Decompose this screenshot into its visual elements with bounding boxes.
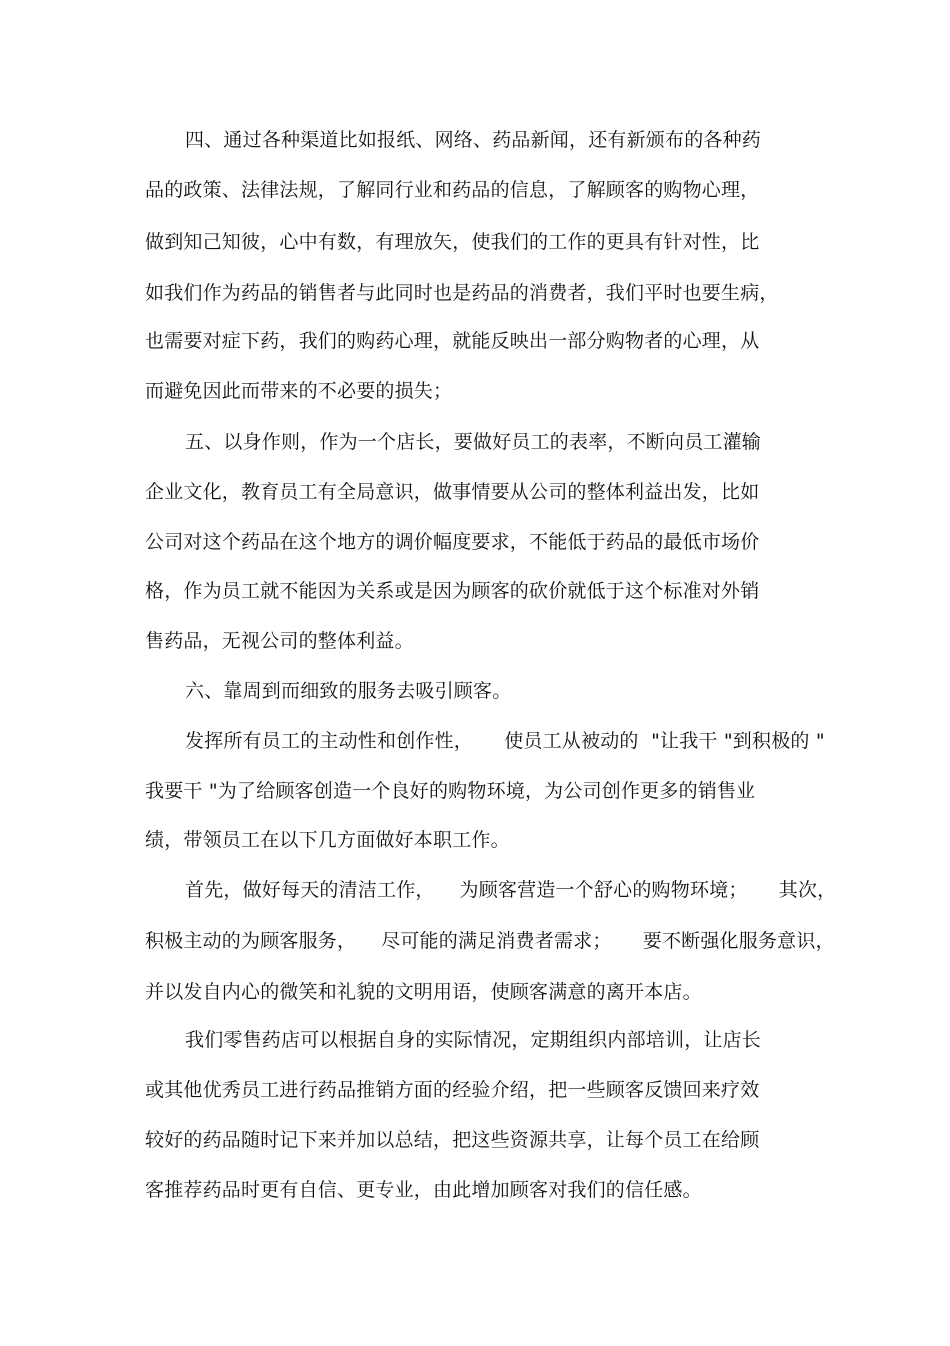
text-line: 如我们作为药品的销售者与此同时也是药品的消费者，我们平时也要生病， [145,282,779,304]
text-line: 积极主动的为顾客服务， 尽可能的满足消费者需求； 要不断强化服务意识， [145,930,835,952]
text-line: 发挥所有员工的主动性和创作性， 使员工从被动的 "让我干 "到积极的 " [185,730,825,752]
text-line: 企业文化，教育员工有全局意识，做事情要从公司的整体利益出发，比如 [145,481,760,503]
text-line: 五、以身作则，作为一个店长，要做好员工的表率，不断向员工灌输 [185,431,762,453]
text-line: 也需要对症下药，我们的购药心理，就能反映出一部分购物者的心理，从 [145,330,760,352]
text-line: 或其他优秀员工进行药品推销方面的经验介绍，把一些顾客反馈回来疗效 [145,1079,760,1101]
text-line: 首先，做好每天的清洁工作， 为顾客营造一个舒心的购物环境； 其次， [185,879,837,901]
text-line: 做到知己知彼，心中有数，有理放矢，使我们的工作的更具有针对性，比 [145,231,760,253]
text-line: 品的政策、法律法规，了解同行业和药品的信息，了解顾客的购物心理， [145,179,760,201]
text-line: 公司对这个药品在这个地方的调价幅度要求，不能低于药品的最低市场价 [145,531,760,553]
text-line: 客推荐药品时更有自信、更专业，由此增加顾客对我们的信任感。 [145,1179,702,1201]
text-line: 而避免因此而带来的不必要的损失； [145,380,453,402]
text-line: 格，作为员工就不能因为关系或是因为顾客的砍价就低于这个标准对外销 [145,580,760,602]
text-line: 我们零售药店可以根据自身的实际情况，定期组织内部培训，让店长 [185,1029,762,1051]
text-line: 并以发自内心的微笑和礼貌的文明用语，使顾客满意的离开本店。 [145,981,702,1003]
text-line: 六、靠周到而细致的服务去吸引顾客。 [185,680,512,702]
text-line: 售药品，无视公司的整体利益。 [145,630,414,652]
text-line: 我要干 "为了给顾客创造一个良好的购物环境，为公司创作更多的销售业 [145,780,756,802]
text-line: 绩，带领员工在以下几方面做好本职工作。 [145,829,510,851]
text-line: 四、通过各种渠道比如报纸、网络、药品新闻，还有新颁布的各种药 [185,129,762,151]
text-line: 较好的药品随时记下来并加以总结，把这些资源共享，让每个员工在给顾 [145,1129,760,1151]
